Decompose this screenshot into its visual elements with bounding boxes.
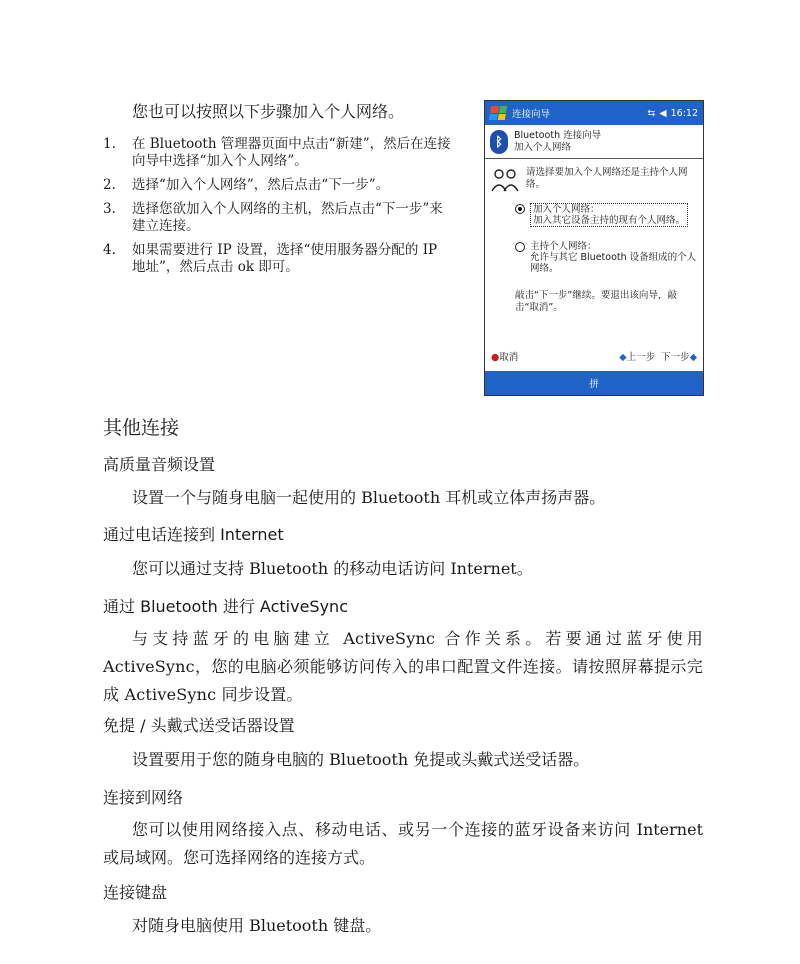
heading-activesync: 通过 Bluetooth 进行 ActiveSync [103, 597, 348, 616]
device-titlebar [485, 101, 703, 125]
option1-desc: 加入其它设备主持的现有个人网络。 [533, 215, 686, 226]
body-activesync: 与支持蓝牙的电脑建立 ActiveSync 合作关系。若要通过蓝牙使用 ActiveSync，您的电脑必须能够访问传入的串口配置文件连接。请按照屏幕提示完成 ActiveSync 同步设置。 [103, 629, 703, 704]
step-number: 1. [103, 136, 116, 152]
steps-list [103, 136, 453, 283]
heading-keyboard: 连接键盘 [103, 883, 168, 902]
wizard-question: 请选择要加入个人网络还是主持个人网络。 [526, 167, 688, 190]
heading-internet: 通过电话连接到 Internet [103, 525, 284, 544]
intro-text: 您也可以按照以下步骤加入个人网络。 [132, 102, 405, 121]
input-panel-button[interactable]: 拼 [485, 371, 703, 395]
step-text: 如果需要进行 IP 设置，选择“使用服务器分配的 IP 地址”，然后点击 ok 即可。 [132, 242, 438, 275]
wizard-header [485, 125, 703, 159]
body-network: 您可以使用网络接入点、移动电话、或另一个连接的蓝牙设备来访问 Internet 或局域网。您可选择网络的连接方式。 [103, 820, 703, 867]
option2-desc: 允许与其它 Bluetooth 设备组成的个人网络。 [530, 252, 697, 274]
list-item [103, 136, 453, 170]
body-keyboard: 对随身电脑使用 Bluetooth 键盘。 [132, 916, 382, 935]
step-number: 2. [103, 177, 116, 193]
wizard-header-line1: Bluetooth 连接向导 [514, 130, 602, 141]
bluetooth-icon: ᛒ [490, 130, 508, 154]
wizard-hint: 敲击“下一步”继续。要退出该向导，敲击“取消”。 [515, 290, 677, 313]
prev-button[interactable]: 上一步 [626, 352, 656, 363]
option-join-network[interactable] [485, 199, 703, 231]
heading-network: 连接到网络 [103, 788, 184, 807]
step-text: 选择您欲加入个人网络的主机，然后点击“下一步”来建立连接。 [132, 201, 443, 234]
device-time: 16:12 [670, 107, 698, 119]
step-number: 3. [103, 201, 116, 217]
body-handsfree: 设置要用于您的随身电脑的 Bluetooth 免提或头戴式送受话器。 [132, 750, 590, 769]
body-internet: 您可以通过支持 Bluetooth 的移动电话访问 Internet。 [132, 559, 533, 578]
heading-audio: 高质量音频设置 [103, 455, 216, 474]
left-arrow-icon: ◆ [619, 352, 627, 363]
wizard-header-line2: 加入个人网络 [514, 142, 572, 153]
option-host-network[interactable] [485, 231, 703, 278]
radio-unselected-icon[interactable] [515, 242, 525, 252]
list-item [103, 201, 453, 235]
people-network-icon [490, 167, 520, 193]
heading-handsfree: 免提 / 头戴式送受话器设置 [103, 716, 295, 735]
device-title: 连接向导 [512, 109, 551, 120]
body-audio: 设置一个与随身电脑一起使用的 Bluetooth 耳机或立体声扬声器。 [132, 488, 606, 507]
right-arrow-icon: ◆ [689, 352, 697, 363]
windows-logo-icon [489, 106, 507, 120]
radio-selected-icon[interactable] [515, 204, 525, 214]
connectivity-icon: ⇆ [647, 107, 656, 119]
list-item [103, 242, 453, 276]
next-button[interactable]: 下一步 [661, 352, 690, 363]
wizard-nav [485, 349, 703, 363]
step-text: 在 Bluetooth 管理器页面中点击“新建”，然后在连接向导中选择“加入个人网络”。 [132, 136, 451, 169]
cancel-button[interactable]: ● 取消 [491, 349, 518, 363]
option2-title: 主持个人网络： [530, 241, 597, 252]
device-screenshot [484, 100, 704, 396]
step-number: 4. [103, 242, 116, 258]
volume-icon: ◀ [659, 107, 667, 119]
step-text: 选择“加入个人网络”，然后点击“下一步”。 [132, 177, 390, 193]
section-title: 其他连接 [103, 417, 180, 439]
list-item [103, 177, 453, 194]
option1-title: 加入个人网络： [533, 204, 600, 215]
